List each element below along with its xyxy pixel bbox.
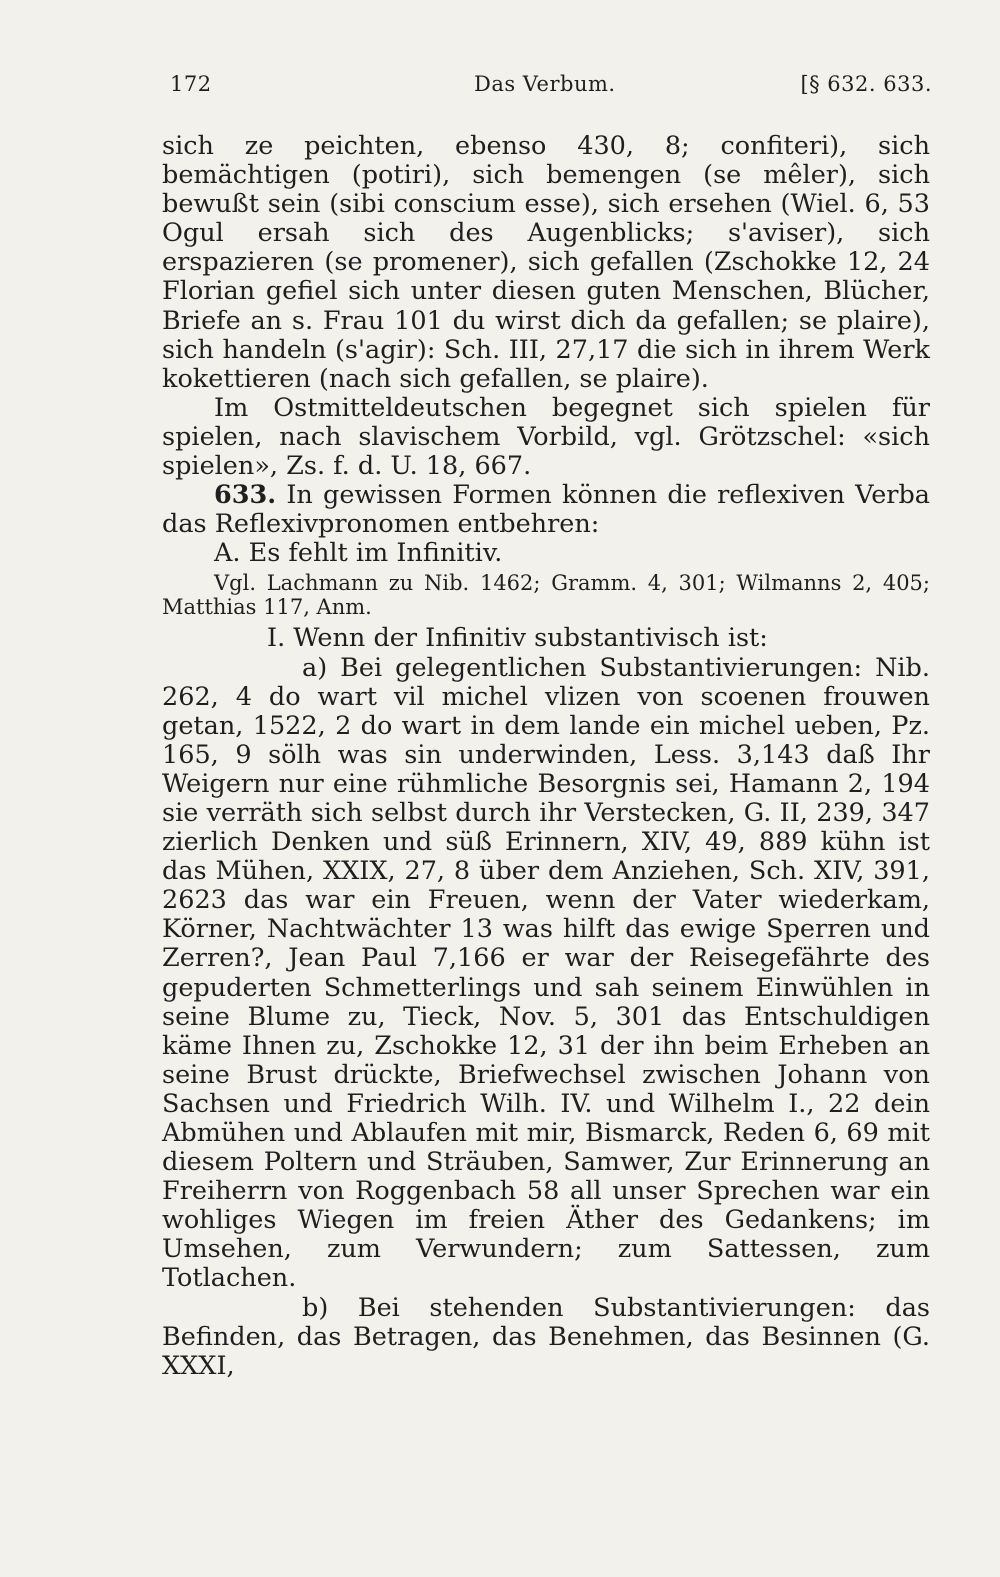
subsection-Ia-paragraph: a) Bei gelegentlichen Substantivierungen: Nib. 262, 4 do wart vil michel vlizen von scoenen frouwen getan, 1522, 2 do wart in dem lande ein michel ueben, Pz. 165, 9 sölh was sin underwinden, Less. 3,143 daß Ihr Weigern nur eine rühmliche Besorgnis sei, Hamann 2, 194 sie verräth sich selbst durch ihr Verstecken, G. II, 239, 347 zierlich Denken und süß Erinnern, XIV, 49, 889 kühn ist das Mühen, XXIX, 27, 8 über dem Anziehen, Sch. XIV, 391, 2623 das war ein Freuen, wenn der Vater wiederkam, Körner, Nachtwächter 13 was hilft das ewige Sperren und Zerren?, Jean Paul 7,166 er war der Reisegefährte des gepuderten Schmetterlings und sah seinem Einwühlen in seine Blume zu, Tieck, Nov. 5, 301 das Entschuldigen käme Ihnen zu, Zschokke 12, 31 der ihn beim Erheben an seine Brust drückte, Briefwechsel zwischen Johann von Sachsen und Friedrich Wilh. IV. und Wilhelm I., 22 dein Abmühen und Ablaufen mit mir, Bismarck, Reden 6, 69 mit diesem Poltern und Sträuben, Samwer, Zur Erinnerung an Freiherrn von Roggenbach 58 all unser Sprechen war ein wohliges Wiegen im freien Äther des Gedankens; im Umsehen, zum Verwundern; zum Sattessen, zum Totlachen. [162,652,930,1294]
subsection-Ib-paragraph: b) Bei stehenden Substantivierungen: das Befinden, das Betragen, das Benehmen, das Besinnen (G. XXXI, [162,1292,930,1381]
section-reference: [§ 632. 633. [800,72,932,96]
paragraph-632-continuation: sich ze peichten, ebenso 430, 8; confiteri), sich bemächtigen (potiri), sich bemengen (se mêler), sich bewußt sein (sibi conscium esse), sich ersehen (Wiel. 6, 53 Ogul ersah sich des Augenblicks; s'aviser), sich erspazieren (se promener), sich gefallen (Zschokke 12, 24 Florian gefiel sich unter diesen guten Menschen, Blücher, Briefe an s. Frau 101 du wirst dich da gefallen; se plaire), sich handeln (s'agir): Sch. III, 27,17 die sich in ihrem Werk kokettieren (nach sich gefallen, se plaire). [162,131,930,394]
running-header [170,72,932,104]
section-633-text: In gewissen Formen können die reflexiven Verba das Reflexivpronomen entbehren: [162,480,931,540]
section-633-intro [162,481,930,539]
reference-note: Vgl. Lachmann zu Nib. 1462; Gramm. 4, 301; Wilmanns 2, 405; Matthias 117, Anm. [162,571,930,620]
paragraph-ostmitteldeutsch: Im Ostmitteldeutschen begegnet sich spielen für spielen, nach slavischem Vorbild, vgl. Grötzschel: «sich spielen», Zs. f. d. U. 18, 667. [162,392,930,482]
page-number: 172 [170,72,212,96]
body-text [162,132,930,1381]
running-title: Das Verbum. [474,72,616,96]
subsection-I-heading: I. Wenn der Infinitiv substantivisch ist: [267,623,768,654]
section-number: 633. [214,480,277,511]
subsection-a-heading: A. Es fehlt im Infinitiv. [214,538,503,569]
